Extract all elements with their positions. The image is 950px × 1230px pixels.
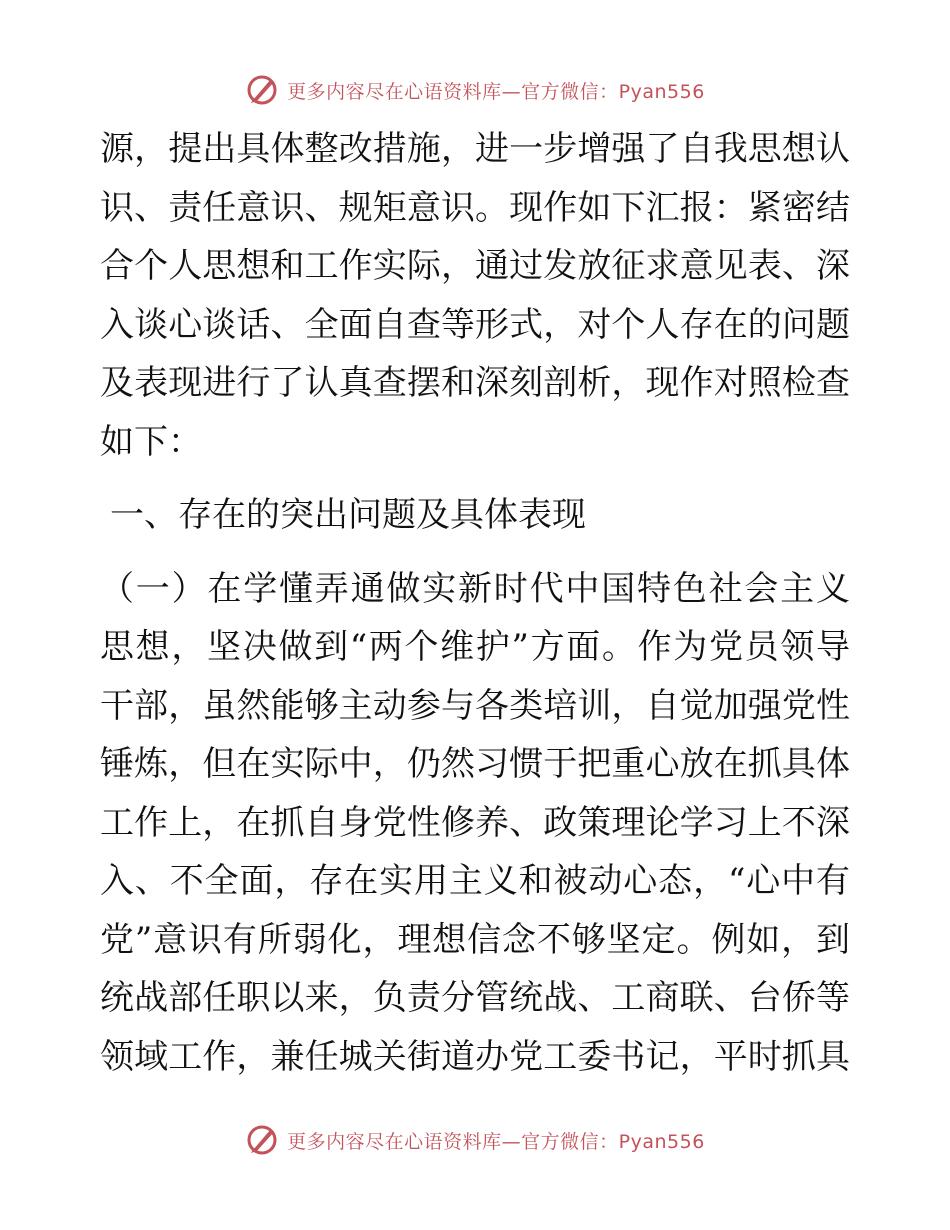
paragraph-continuation bbox=[100, 120, 850, 471]
text-line: 思想，坚决做到“两个维护”方面。作为党员领导 bbox=[100, 627, 850, 667]
text-line: 领域工作，兼任城关街道办党工委书记，平时抓具 bbox=[100, 1036, 850, 1077]
text-line: 党”意识有所弱化，理想信念不够坚定。例如，到 bbox=[100, 919, 850, 960]
text-line: 源，提出具体整改措施，进一步增强了自我思想认 bbox=[100, 129, 850, 169]
watermark-text: 更多内容尽在心语资料库—官方微信：Pyan556 bbox=[287, 80, 705, 103]
text-line: 如下： bbox=[100, 421, 202, 462]
text-line: 锤炼，但在实际中，仍然习惯于把重心放在抓具体 bbox=[100, 744, 850, 784]
text-line: 干部，虽然能够主动参与各类培训，自觉加强党性 bbox=[100, 685, 850, 726]
text-line: 及表现进行了认真查摆和深刻剖析，现作对照检查 bbox=[100, 363, 850, 403]
text-line: 工作上，在抓自身党性修养、政策理论学习上不深 bbox=[100, 802, 850, 843]
text-line: 合个人思想和工作实际，通过发放征求意见表、深 bbox=[100, 246, 850, 286]
text-line: 入、不全面，存在实用主义和被动心态，“心中有 bbox=[100, 861, 850, 901]
document-body bbox=[100, 120, 850, 1086]
quill-pen-logo-icon bbox=[245, 73, 279, 107]
header-watermark bbox=[0, 70, 950, 110]
subsection-paragraph bbox=[100, 560, 850, 1087]
footer-watermark bbox=[0, 1120, 950, 1160]
text-line: 统战部任职以来，负责分管统战、工商联、台侨等 bbox=[100, 978, 850, 1018]
text-line: 识、责任意识、规矩意识。现作如下汇报：紧密结 bbox=[100, 187, 850, 228]
text-line: （一）在学懂弄通做实新时代中国特色社会主义 bbox=[100, 568, 850, 609]
watermark-text: 更多内容尽在心语资料库—官方微信：Pyan556 bbox=[287, 1130, 705, 1153]
text-line: 入谈心谈话、全面自查等形式，对个人存在的问题 bbox=[100, 304, 850, 345]
section-heading: 一、存在的突出问题及具体表现 bbox=[110, 495, 586, 535]
quill-pen-logo-icon bbox=[245, 1123, 279, 1157]
